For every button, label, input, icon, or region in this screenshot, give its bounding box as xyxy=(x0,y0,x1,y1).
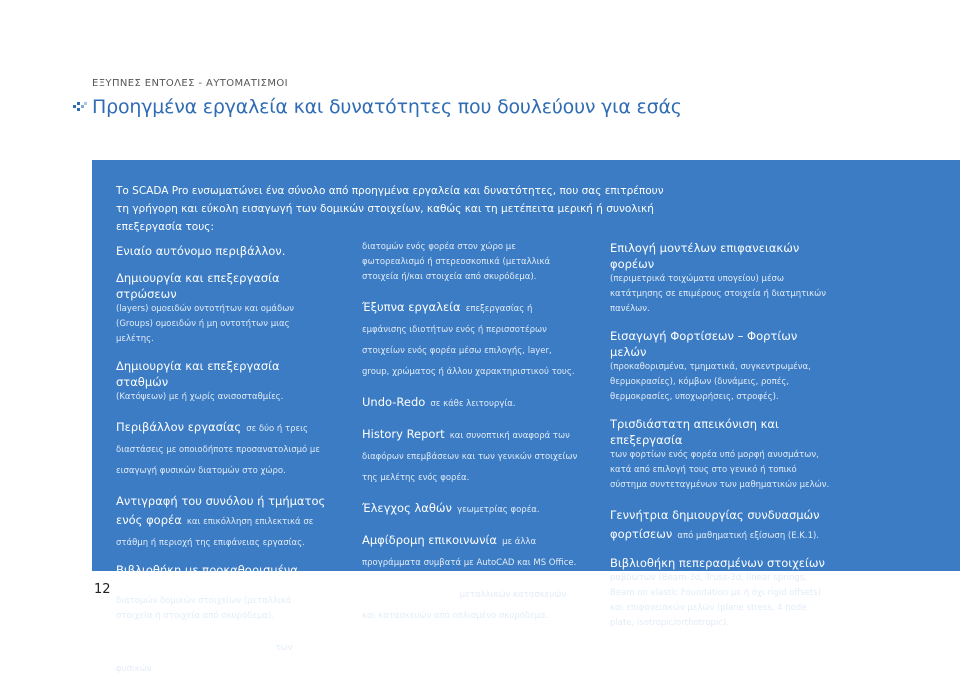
feature-desc: ραβδωτών (Beam-3d, Truss-3d, linear springs, Beam on elastic Foundation με ή όχι rigid offsets) και επιφανειακών μελών (plane stress, 4 node plate, isotropic/orthotropic). xyxy=(610,573,821,628)
feature-item xyxy=(116,562,328,624)
page-number: 12 xyxy=(94,582,111,597)
feature-item xyxy=(116,240,328,259)
feature-desc: (Κατόψεων) με ή χωρίς ανισοσταθμίες. xyxy=(116,392,284,402)
feature-item xyxy=(610,504,832,544)
feature-item xyxy=(116,416,328,479)
page-title: Προηγμένα εργαλεία και δυνατότητες που δουλεύουν για εσάς xyxy=(92,96,682,118)
feature-desc: μεταλλικών κατασκευών και κατασκευών από οπλισμένο σκυρόδεμα. xyxy=(362,590,567,621)
feature-desc: από μαθηματική εξίσωση (Ε.Κ.1). xyxy=(677,531,819,541)
column-2 xyxy=(362,240,578,635)
feature-desc: διατομών ενός φορέα στον χώρο με φωτορεαλισμό ή στερεοσκοπικά (μεταλλικά στοιχεία ή/και στοιχεία από σκυρόδεμα). xyxy=(362,242,551,282)
feature-title: Περιβάλλον εργασίας xyxy=(116,420,242,434)
feature-title: Τρισδιάστατη απεικόνιση και επεξεργασία xyxy=(610,417,779,447)
feature-title: Γεννήτρια δημιουργίας συνδυασμών φορτίσεων xyxy=(610,508,820,541)
feature-title: Undo-Redo xyxy=(362,395,426,409)
feature-title: Δημιουργία και απεικόνιση xyxy=(116,639,271,653)
feature-item xyxy=(362,529,578,571)
feature-desc: σε κάθε λειτουργία. xyxy=(430,399,516,409)
feature-title: Έξυπνα εργαλεία xyxy=(362,300,461,314)
feature-title: Δημιουργία και επεξεργασία στρώσεων xyxy=(116,271,280,301)
feature-desc: των φορτίων ενός φορέα υπό μορφή ανυσμάτων, κατά από επιλογή τους στο γενικό ή τοπικό σύστημα συντεταγμένων των μαθηματικών μελών. xyxy=(610,450,830,490)
column-3 xyxy=(610,240,832,642)
feature-title: Βιβλιοθήκη πεπερασμένων στοιχείων xyxy=(610,556,825,570)
feature-title: Αντιγραφή του συνόλου ή τμήματος ενός φορέα xyxy=(116,494,326,527)
title-row xyxy=(72,96,682,118)
feature-item xyxy=(610,555,832,631)
feature-item xyxy=(362,391,578,412)
feature-item xyxy=(116,270,328,347)
feature-title: Δημιουργία και επεξεργασία σταθμών xyxy=(116,359,280,389)
dots-bullet-icon xyxy=(72,99,88,115)
feature-desc: (περιμετρικά τοιχώματα υπογείου) μέσω κατάτμησης σε επιμέρους στοιχεία ή διατμητικών πανέλων. xyxy=(610,274,827,314)
feature-desc: (layers) ομοειδών οντοτήτων και ομάδων (Groups) ομοειδών ή μη οντοτήτων μιας μελέτης. xyxy=(116,304,295,344)
feature-title: History Report xyxy=(362,427,445,441)
feature-desc: (προκαθορισμένα, τμηματικά, συγκεντρωμένα, θερμοκρασίες), κόμβων (δυνάμεις, ροπές, θερμοκρασίες, υποχωρήσεις, στροφές). xyxy=(610,362,811,402)
feature-title: Ενιαίο αυτόνομο περιβάλλον. xyxy=(116,244,286,258)
section-label: ΕΞΥΠΝΕΣ ΕΝΤΟΛΕΣ - ΑΥΤΟΜΑΤΙΣΜΟΙ xyxy=(92,78,289,89)
feature-item xyxy=(610,328,832,405)
feature-item xyxy=(610,240,832,317)
feature-item xyxy=(116,490,328,551)
feature-title: Βιβλιοθήκη με προκαθορισμένα σχήματα xyxy=(116,563,298,593)
feature-item xyxy=(362,423,578,486)
intro-paragraph: Το SCADA Pro ενσωματώνει ένα σύνολο από προηγμένα εργαλεία και δυνατότητες, που σας επιτρέπουν τη γρήγορη και εύκολη εισαγωγή των δομικών στοιχείων, καθώς και τη μετέπειτα μερική ή συνολική επεξεργασία τους: xyxy=(116,185,664,233)
feature-desc: σε δύο ή τρεις διαστάσεις με οποιοδήποτε προσανατολισμό με εισαγωγή φυσικών διατομών στο χώρο. xyxy=(116,424,320,476)
feature-title: Βελτιστοποίηση xyxy=(362,586,455,600)
feature-desc: διατομών δομικών στοιχείων (μεταλλικά στοιχεία ή στοιχεία από σκυρόδεμα). xyxy=(116,596,292,621)
feature-desc: επεξεργασίας ή εμφάνισης ιδιοτήτων ενός ή περισσοτέρων στοιχείων ενός φορέα μέσω επιλογής, layer, group, χρώματος ή άλλου χαρακτηριστικού τους. xyxy=(362,304,575,377)
feature-desc: γεωμετρίας φορέα. xyxy=(457,505,540,515)
feature-desc: των φυσικών xyxy=(116,643,293,674)
feature-item xyxy=(610,416,832,493)
feature-item xyxy=(362,497,578,518)
feature-title: Εισαγωγή Φορτίσεων – Φορτίων μελών xyxy=(610,329,798,359)
feature-item xyxy=(362,582,578,624)
header xyxy=(92,78,288,89)
column-1 xyxy=(116,240,328,679)
feature-desc: και επικόλληση επιλεκτικά σε στάθμη ή περιοχή της επιφάνειας εργασίας. xyxy=(116,517,314,548)
feature-item xyxy=(362,240,578,285)
feature-item xyxy=(116,635,328,677)
feature-item xyxy=(116,358,328,405)
feature-desc: και συνοπτική αναφορά των διαφόρων επεμβάσεων και των γενικών στοιχείων της μελέτης ενός φορέα. xyxy=(362,431,578,483)
feature-title: Επιλογή μοντέλων επιφανειακών φορέων xyxy=(610,241,800,271)
feature-title: Έλεγχος λαθών xyxy=(362,501,452,515)
feature-title: Αμφίδρομη επικοινωνία xyxy=(362,533,497,547)
feature-desc: με άλλα προγράμματα συμβατά με AutoCAD και MS Office. xyxy=(362,537,577,568)
feature-item xyxy=(362,296,578,380)
